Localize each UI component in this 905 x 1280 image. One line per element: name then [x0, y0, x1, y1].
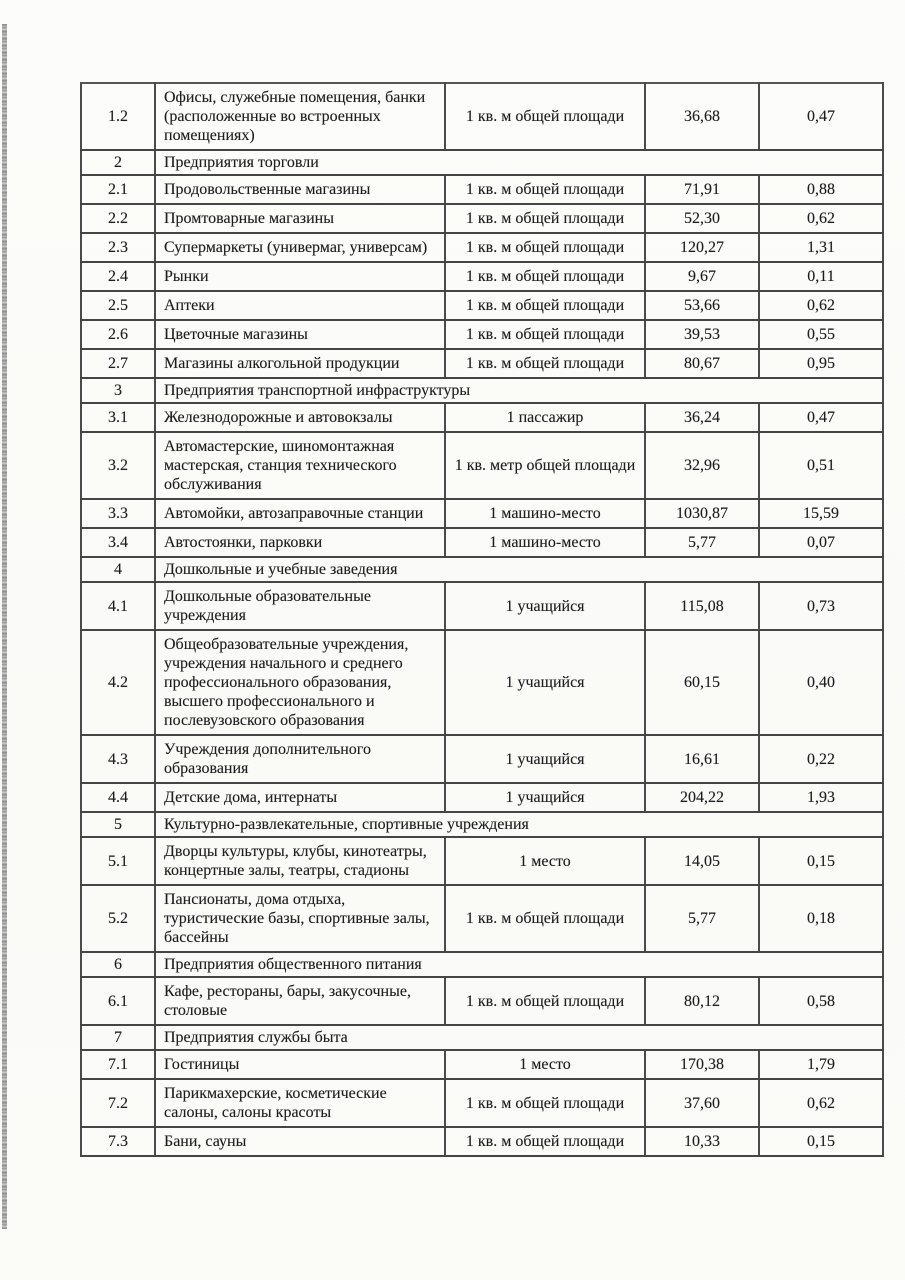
row-value-primary: 1030,87	[645, 499, 759, 528]
section-row	[81, 378, 883, 403]
table-row	[81, 1127, 883, 1156]
row-value-primary: 39,53	[645, 320, 759, 349]
row-description: Офисы, служебные помещения, банки (расположенные во встроенных помещениях)	[155, 83, 445, 150]
row-description: Цветочные магазины	[155, 320, 445, 349]
row-unit: 1 место	[445, 1050, 645, 1079]
row-unit: 1 кв. м общей площади	[445, 83, 645, 150]
row-unit: 1 кв. м общей площади	[445, 204, 645, 233]
table-row	[81, 528, 883, 557]
row-value-secondary: 0,51	[759, 432, 883, 499]
section-title: Предприятия транспортной инфраструктуры	[155, 378, 883, 403]
row-value-primary: 37,60	[645, 1079, 759, 1127]
section-number: 4	[81, 557, 155, 582]
row-description: Автостоянки, парковки	[155, 528, 445, 557]
row-unit: 1 кв. м общей площади	[445, 320, 645, 349]
row-value-secondary: 0,58	[759, 977, 883, 1025]
row-value-secondary: 0,15	[759, 1127, 883, 1156]
section-title: Культурно-развлекательные, спортивные учреждения	[155, 812, 883, 837]
row-unit: 1 учащийся	[445, 783, 645, 812]
table-row	[81, 630, 883, 735]
row-number: 6.1	[81, 977, 155, 1025]
row-value-primary: 60,15	[645, 630, 759, 735]
row-description: Продовольственные магазины	[155, 175, 445, 204]
row-value-secondary: 0,62	[759, 204, 883, 233]
row-value-secondary: 1,93	[759, 783, 883, 812]
row-value-primary: 10,33	[645, 1127, 759, 1156]
row-number: 7.2	[81, 1079, 155, 1127]
row-value-primary: 120,27	[645, 233, 759, 262]
row-value-secondary: 1,79	[759, 1050, 883, 1079]
row-value-secondary: 1,31	[759, 233, 883, 262]
row-description: Парикмахерские, косметические салоны, салоны красоты	[155, 1079, 445, 1127]
row-value-secondary: 0,55	[759, 320, 883, 349]
row-value-primary: 16,61	[645, 735, 759, 783]
row-value-primary: 71,91	[645, 175, 759, 204]
row-value-secondary: 0,47	[759, 83, 883, 150]
row-value-primary: 32,96	[645, 432, 759, 499]
row-value-primary: 14,05	[645, 837, 759, 885]
row-unit: 1 место	[445, 837, 645, 885]
row-value-secondary: 0,47	[759, 403, 883, 432]
row-description: Промтоварные магазины	[155, 204, 445, 233]
row-value-secondary: 15,59	[759, 499, 883, 528]
table-row	[81, 291, 883, 320]
row-number: 2.1	[81, 175, 155, 204]
section-title: Дошкольные и учебные заведения	[155, 557, 883, 582]
section-number: 6	[81, 952, 155, 977]
row-value-secondary: 0,22	[759, 735, 883, 783]
row-unit: 1 кв. м общей площади	[445, 1079, 645, 1127]
table-row	[81, 837, 883, 885]
section-title: Предприятия общественного питания	[155, 952, 883, 977]
row-value-secondary: 0,40	[759, 630, 883, 735]
row-unit: 1 кв. м общей площади	[445, 291, 645, 320]
tariff-table-body	[81, 83, 883, 1156]
row-number: 4.4	[81, 783, 155, 812]
table-row	[81, 262, 883, 291]
row-value-primary: 5,77	[645, 528, 759, 557]
row-description: Супермаркеты (универмаг, универсам)	[155, 233, 445, 262]
row-value-secondary: 0,62	[759, 1079, 883, 1127]
row-description: Аптеки	[155, 291, 445, 320]
row-description: Пансионаты, дома отдыха, туристические базы, спортивные залы, бассейны	[155, 885, 445, 952]
row-number: 4.2	[81, 630, 155, 735]
row-unit: 1 машино-место	[445, 499, 645, 528]
section-row	[81, 557, 883, 582]
section-number: 5	[81, 812, 155, 837]
row-number: 4.1	[81, 582, 155, 630]
row-unit: 1 кв. м общей площади	[445, 175, 645, 204]
row-number: 3.3	[81, 499, 155, 528]
table-row	[81, 204, 883, 233]
section-number: 3	[81, 378, 155, 403]
row-description: Рынки	[155, 262, 445, 291]
row-unit: 1 машино-место	[445, 528, 645, 557]
section-title: Предприятия службы быта	[155, 1025, 883, 1050]
row-value-primary: 80,12	[645, 977, 759, 1025]
row-number: 2.4	[81, 262, 155, 291]
row-value-secondary: 0,07	[759, 528, 883, 557]
section-number: 7	[81, 1025, 155, 1050]
table-row	[81, 83, 883, 150]
row-value-secondary: 0,88	[759, 175, 883, 204]
row-number: 1.2	[81, 83, 155, 150]
section-row	[81, 952, 883, 977]
table-row	[81, 432, 883, 499]
row-value-primary: 5,77	[645, 885, 759, 952]
table-row	[81, 1050, 883, 1079]
row-value-primary: 52,30	[645, 204, 759, 233]
section-number: 2	[81, 150, 155, 175]
table-row	[81, 320, 883, 349]
row-number: 2.3	[81, 233, 155, 262]
row-number: 2.5	[81, 291, 155, 320]
row-number: 7.1	[81, 1050, 155, 1079]
row-number: 4.3	[81, 735, 155, 783]
row-description: Дворцы культуры, клубы, кинотеатры, концертные залы, театры, стадионы	[155, 837, 445, 885]
section-row	[81, 812, 883, 837]
row-description: Детские дома, интернаты	[155, 783, 445, 812]
row-description: Бани, сауны	[155, 1127, 445, 1156]
row-description: Автомойки, автозаправочные станции	[155, 499, 445, 528]
row-description: Железнодорожные и автовокзалы	[155, 403, 445, 432]
row-value-secondary: 0,15	[759, 837, 883, 885]
row-number: 3.4	[81, 528, 155, 557]
row-value-primary: 36,24	[645, 403, 759, 432]
row-description: Кафе, рестораны, бары, закусочные, столовые	[155, 977, 445, 1025]
row-number: 3.1	[81, 403, 155, 432]
section-title: Предприятия торговли	[155, 150, 883, 175]
section-row	[81, 1025, 883, 1050]
row-number: 5.1	[81, 837, 155, 885]
row-number: 5.2	[81, 885, 155, 952]
row-description: Дошкольные образовательные учреждения	[155, 582, 445, 630]
row-unit: 1 кв. м общей площади	[445, 1127, 645, 1156]
row-value-secondary: 0,11	[759, 262, 883, 291]
table-row	[81, 885, 883, 952]
row-description: Учреждения дополнительного образования	[155, 735, 445, 783]
row-unit: 1 учащийся	[445, 630, 645, 735]
row-unit: 1 учащийся	[445, 582, 645, 630]
row-description: Общеобразовательные учреждения, учреждения начального и среднего профессионального образования, высшего профессионального и послевузовского образования	[155, 630, 445, 735]
row-unit: 1 кв. метр общей площади	[445, 432, 645, 499]
tariff-table-container	[80, 82, 882, 1157]
table-row	[81, 175, 883, 204]
table-row	[81, 349, 883, 378]
table-row	[81, 582, 883, 630]
table-row	[81, 783, 883, 812]
row-description: Автомастерские, шиномонтажная мастерская, станция технического обслуживания	[155, 432, 445, 499]
table-row	[81, 499, 883, 528]
tariff-table	[80, 82, 884, 1157]
row-value-primary: 53,66	[645, 291, 759, 320]
table-row	[81, 403, 883, 432]
row-number: 2.7	[81, 349, 155, 378]
table-row	[81, 977, 883, 1025]
row-value-secondary: 0,73	[759, 582, 883, 630]
row-value-secondary: 0,18	[759, 885, 883, 952]
row-value-primary: 36,68	[645, 83, 759, 150]
row-unit: 1 кв. м общей площади	[445, 885, 645, 952]
row-unit: 1 кв. м общей площади	[445, 977, 645, 1025]
row-description: Гостиницы	[155, 1050, 445, 1079]
row-number: 7.3	[81, 1127, 155, 1156]
row-unit: 1 кв. м общей площади	[445, 262, 645, 291]
row-unit: 1 кв. м общей площади	[445, 233, 645, 262]
row-value-primary: 204,22	[645, 783, 759, 812]
section-row	[81, 150, 883, 175]
row-value-primary: 115,08	[645, 582, 759, 630]
row-value-primary: 80,67	[645, 349, 759, 378]
row-number: 3.2	[81, 432, 155, 499]
table-row	[81, 233, 883, 262]
row-unit: 1 учащийся	[445, 735, 645, 783]
table-row	[81, 1079, 883, 1127]
row-number: 2.2	[81, 204, 155, 233]
scan-binding-edge-artifact	[2, 24, 7, 1229]
row-unit: 1 кв. м общей площади	[445, 349, 645, 378]
row-value-secondary: 0,95	[759, 349, 883, 378]
row-value-primary: 9,67	[645, 262, 759, 291]
table-row	[81, 735, 883, 783]
row-value-secondary: 0,62	[759, 291, 883, 320]
row-number: 2.6	[81, 320, 155, 349]
row-value-primary: 170,38	[645, 1050, 759, 1079]
row-description: Магазины алкогольной продукции	[155, 349, 445, 378]
row-unit: 1 пассажир	[445, 403, 645, 432]
